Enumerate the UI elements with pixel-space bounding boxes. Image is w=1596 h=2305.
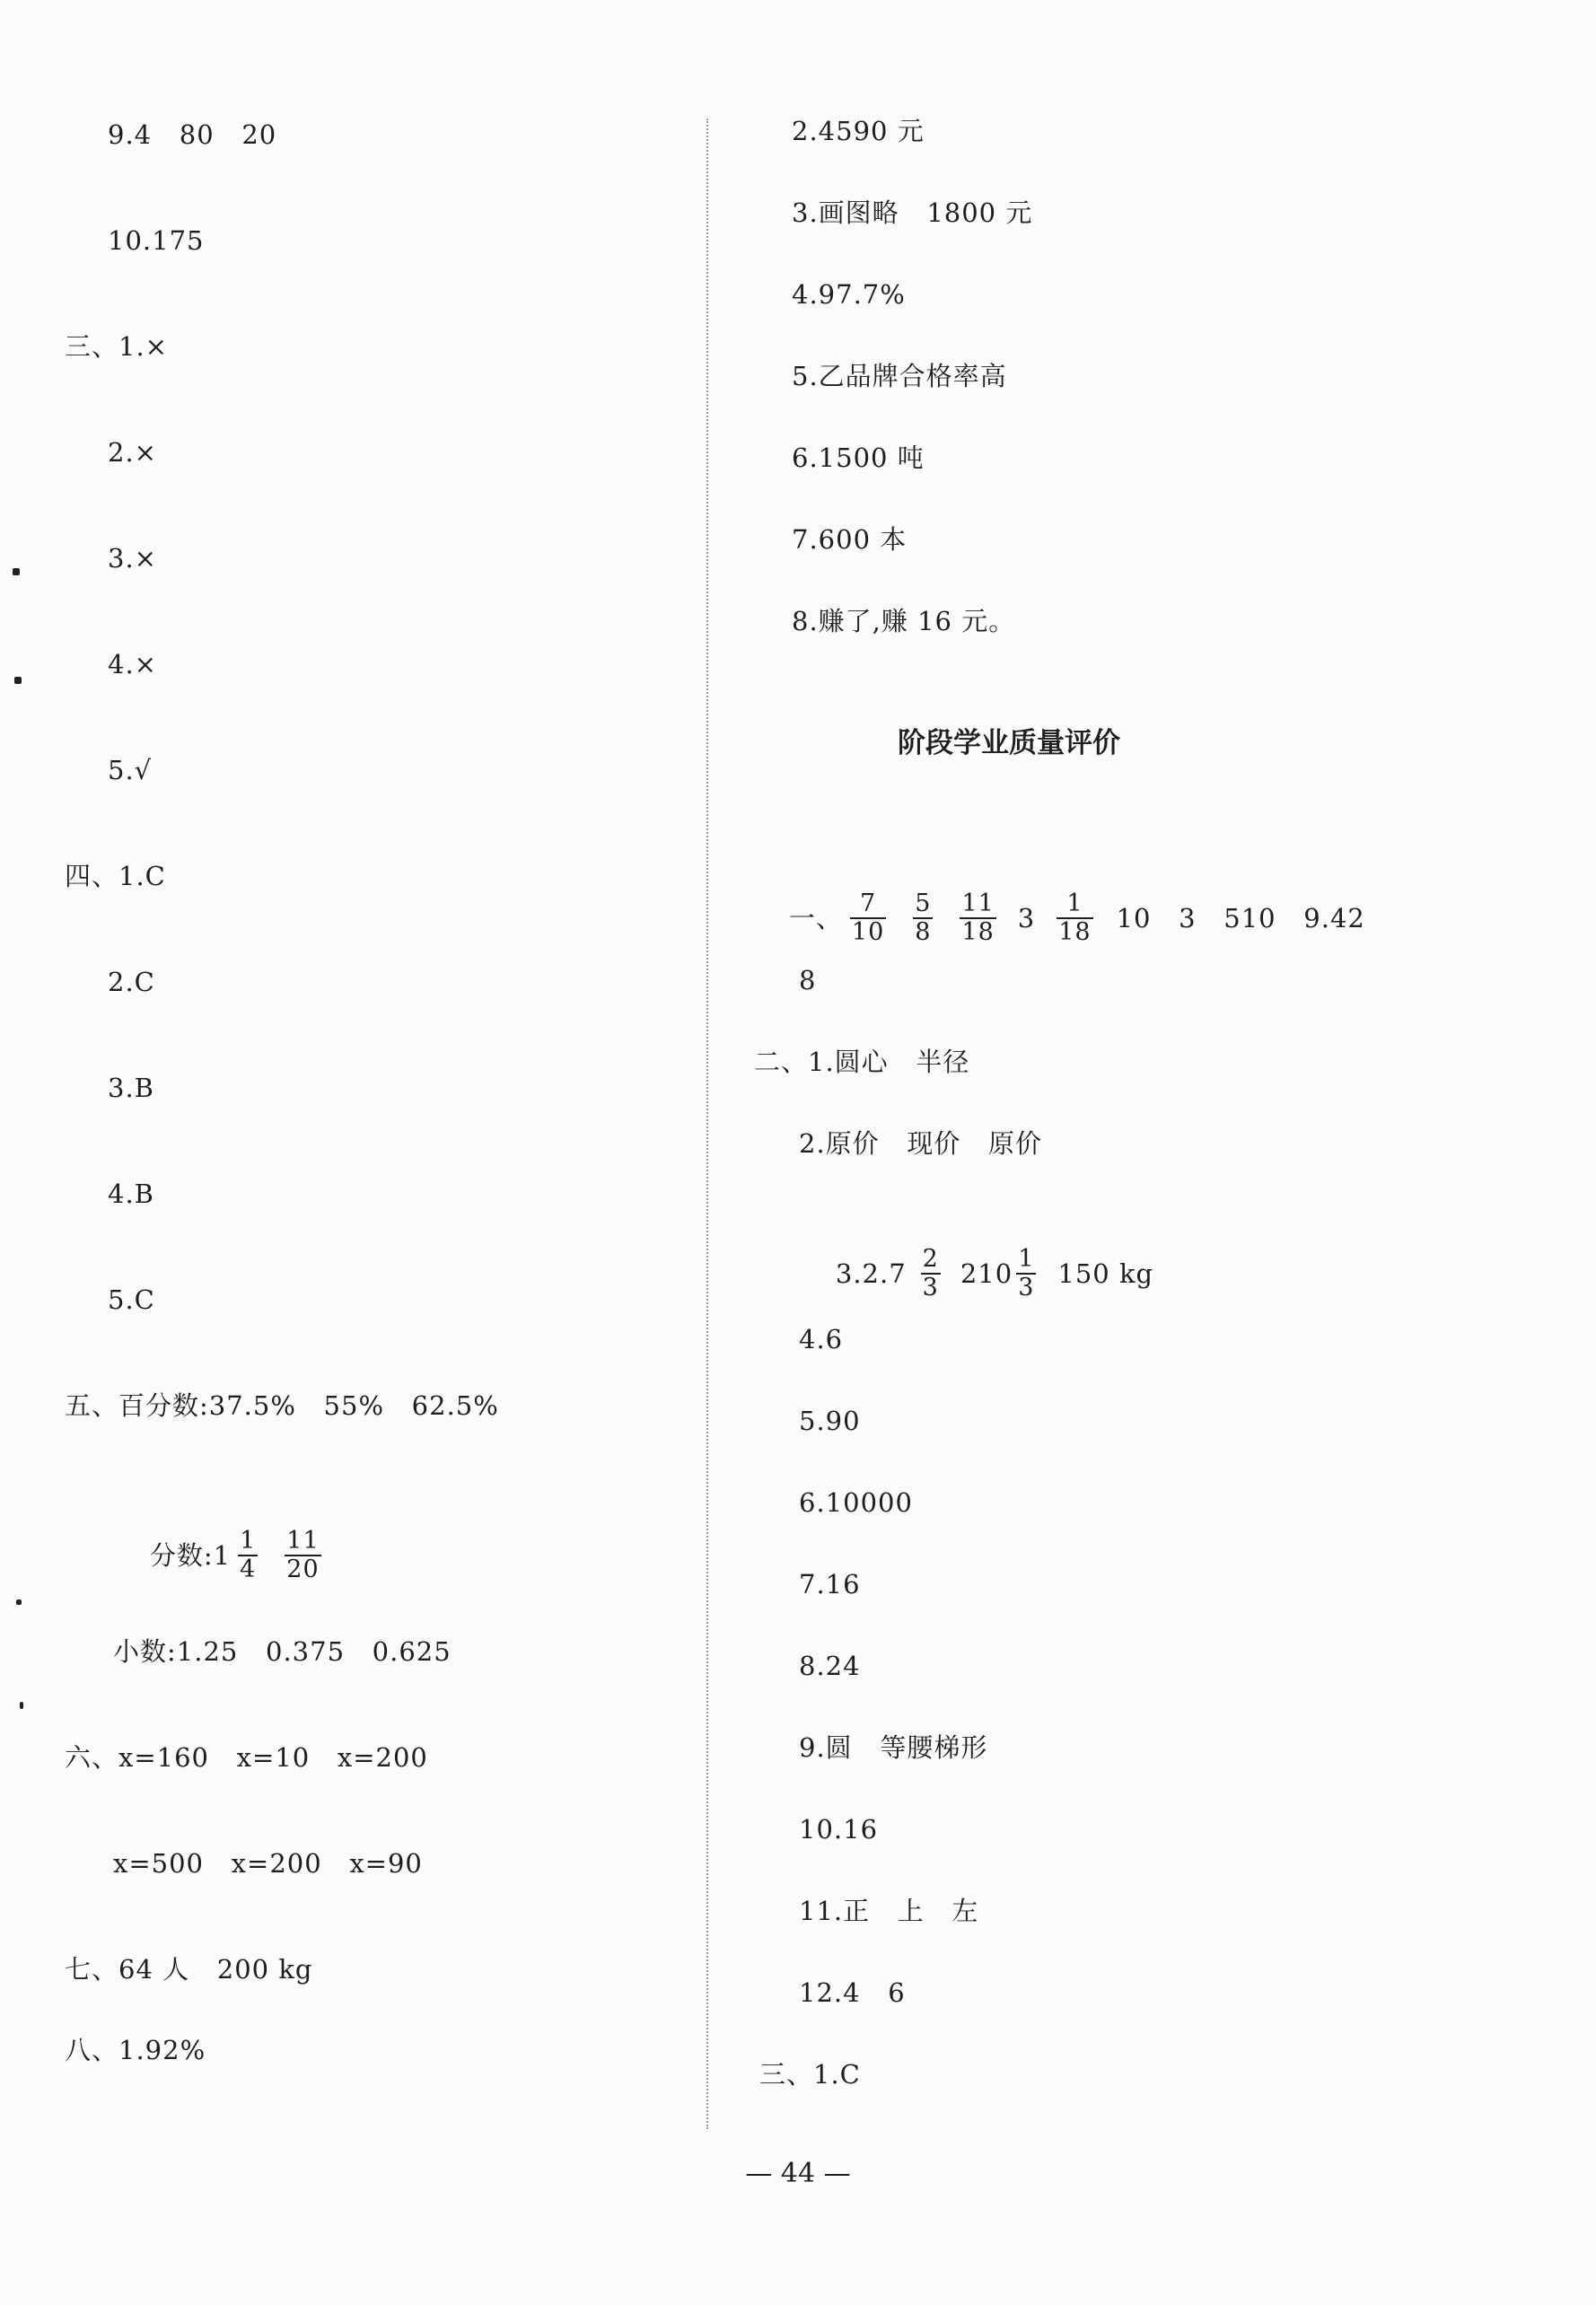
section-answer-line: 三、1.× xyxy=(65,331,168,362)
fraction-answer-line xyxy=(113,1492,329,1619)
answer-line: 4.6 xyxy=(799,1324,844,1354)
fraction-numerator: 1 xyxy=(240,1527,257,1555)
answer-line: 小数:1.25 0.375 0.625 xyxy=(113,1636,452,1667)
answer-line: 12.4 6 xyxy=(799,1977,906,2008)
answer-values: 10 3 510 9.42 xyxy=(1116,903,1365,933)
answer-label: 3.2.7 xyxy=(835,1258,907,1289)
fraction-numerator: 5 xyxy=(915,890,932,917)
fraction-numerator: 11 xyxy=(961,890,995,917)
section-answer-line: 三、1.C xyxy=(759,2059,861,2090)
scan-mark xyxy=(13,568,20,575)
fraction-denominator: 18 xyxy=(961,918,995,946)
scan-mark xyxy=(14,677,22,684)
answer-line: 4.× xyxy=(108,649,157,679)
answer-label: 分数:1 xyxy=(149,1540,232,1571)
answer-value: 3 xyxy=(1017,903,1036,933)
answer-line: 3.B xyxy=(108,1073,154,1103)
fraction-denominator: 18 xyxy=(1058,918,1092,946)
fraction xyxy=(1016,1246,1036,1301)
fraction-numerator: 11 xyxy=(286,1527,320,1555)
answer-line: 10.175 xyxy=(108,225,205,256)
answer-line: 2.C xyxy=(108,967,155,997)
fraction-numerator: 7 xyxy=(850,890,886,919)
answer-value: 210 xyxy=(960,1258,1013,1289)
fraction xyxy=(850,890,886,946)
fraction-denominator: 8 xyxy=(915,918,932,946)
section-answer-line: 八、1.92% xyxy=(65,2035,206,2065)
fraction-numerator: 2 xyxy=(922,1245,939,1273)
fraction xyxy=(1057,890,1092,946)
section-answer-line: 七、64 人 200 kg xyxy=(65,1954,313,1985)
answer-line: 5.乙品牌合格率高 xyxy=(792,361,1007,391)
fraction-denominator: 20 xyxy=(286,1556,320,1583)
fraction xyxy=(960,890,995,946)
fraction-answer-line xyxy=(752,855,1365,982)
column-divider xyxy=(706,118,708,2129)
answer-line: 6.1500 吨 xyxy=(792,443,925,473)
answer-line: 5.C xyxy=(108,1284,155,1315)
answer-line: 5.90 xyxy=(799,1406,861,1436)
fraction-denominator: 3 xyxy=(1018,1274,1035,1301)
answer-line: 9.4 80 20 xyxy=(108,119,277,150)
fraction-numerator: 1 xyxy=(1057,890,1092,919)
section-answer-line: 四、1.C xyxy=(65,861,166,891)
answer-line: 10.16 xyxy=(799,1814,879,1845)
answer-line: 2.4590 元 xyxy=(792,116,925,146)
answer-line: 3.× xyxy=(108,543,157,574)
fraction xyxy=(913,890,933,946)
fraction xyxy=(921,1246,941,1301)
answer-line: 2.原价 现价 原价 xyxy=(799,1128,1042,1159)
fraction xyxy=(285,1528,320,1583)
section-label: 一、 xyxy=(788,903,843,933)
section-heading: 阶段学业质量评价 xyxy=(898,727,1120,759)
answer-value: 150 kg xyxy=(1057,1258,1154,1289)
answer-line: 6.10000 xyxy=(799,1487,913,1518)
answer-line: 7.16 xyxy=(799,1569,861,1599)
answer-line: x=500 x=200 x=90 xyxy=(113,1848,423,1879)
section-answer-line: 五、百分数:37.5% 55% 62.5% xyxy=(65,1390,499,1421)
answer-line: 5.√ xyxy=(108,755,153,785)
fraction-denominator: 10 xyxy=(851,918,885,946)
answer-line: 8.24 xyxy=(799,1651,861,1681)
page-number: — 44 — xyxy=(745,2158,851,2189)
fraction-numerator: 1 xyxy=(1018,1245,1035,1273)
scan-mark xyxy=(20,1702,23,1709)
section-answer-line: 二、1.圆心 半径 xyxy=(754,1047,970,1077)
answer-line: 8.赚了,赚 16 元。 xyxy=(792,606,1016,636)
section-answer-line: 六、x=160 x=10 x=200 xyxy=(65,1742,428,1773)
answer-line: 4.B xyxy=(108,1179,154,1209)
fraction-denominator: 4 xyxy=(240,1556,257,1583)
answer-line: 4.97.7% xyxy=(792,279,906,310)
answer-line: 8 xyxy=(799,965,817,995)
fraction-answer-line xyxy=(799,1210,1153,1337)
answer-line: 3.画图略 1800 元 xyxy=(792,197,1033,228)
scan-mark xyxy=(16,1599,22,1605)
fraction-denominator: 3 xyxy=(922,1274,939,1301)
answer-line: 2.× xyxy=(108,437,157,468)
answer-line: 11.正 上 左 xyxy=(799,1896,979,1926)
answer-line: 7.600 本 xyxy=(792,524,908,555)
fraction xyxy=(238,1528,258,1583)
answer-line: 9.圆 等腰梯形 xyxy=(799,1732,988,1763)
